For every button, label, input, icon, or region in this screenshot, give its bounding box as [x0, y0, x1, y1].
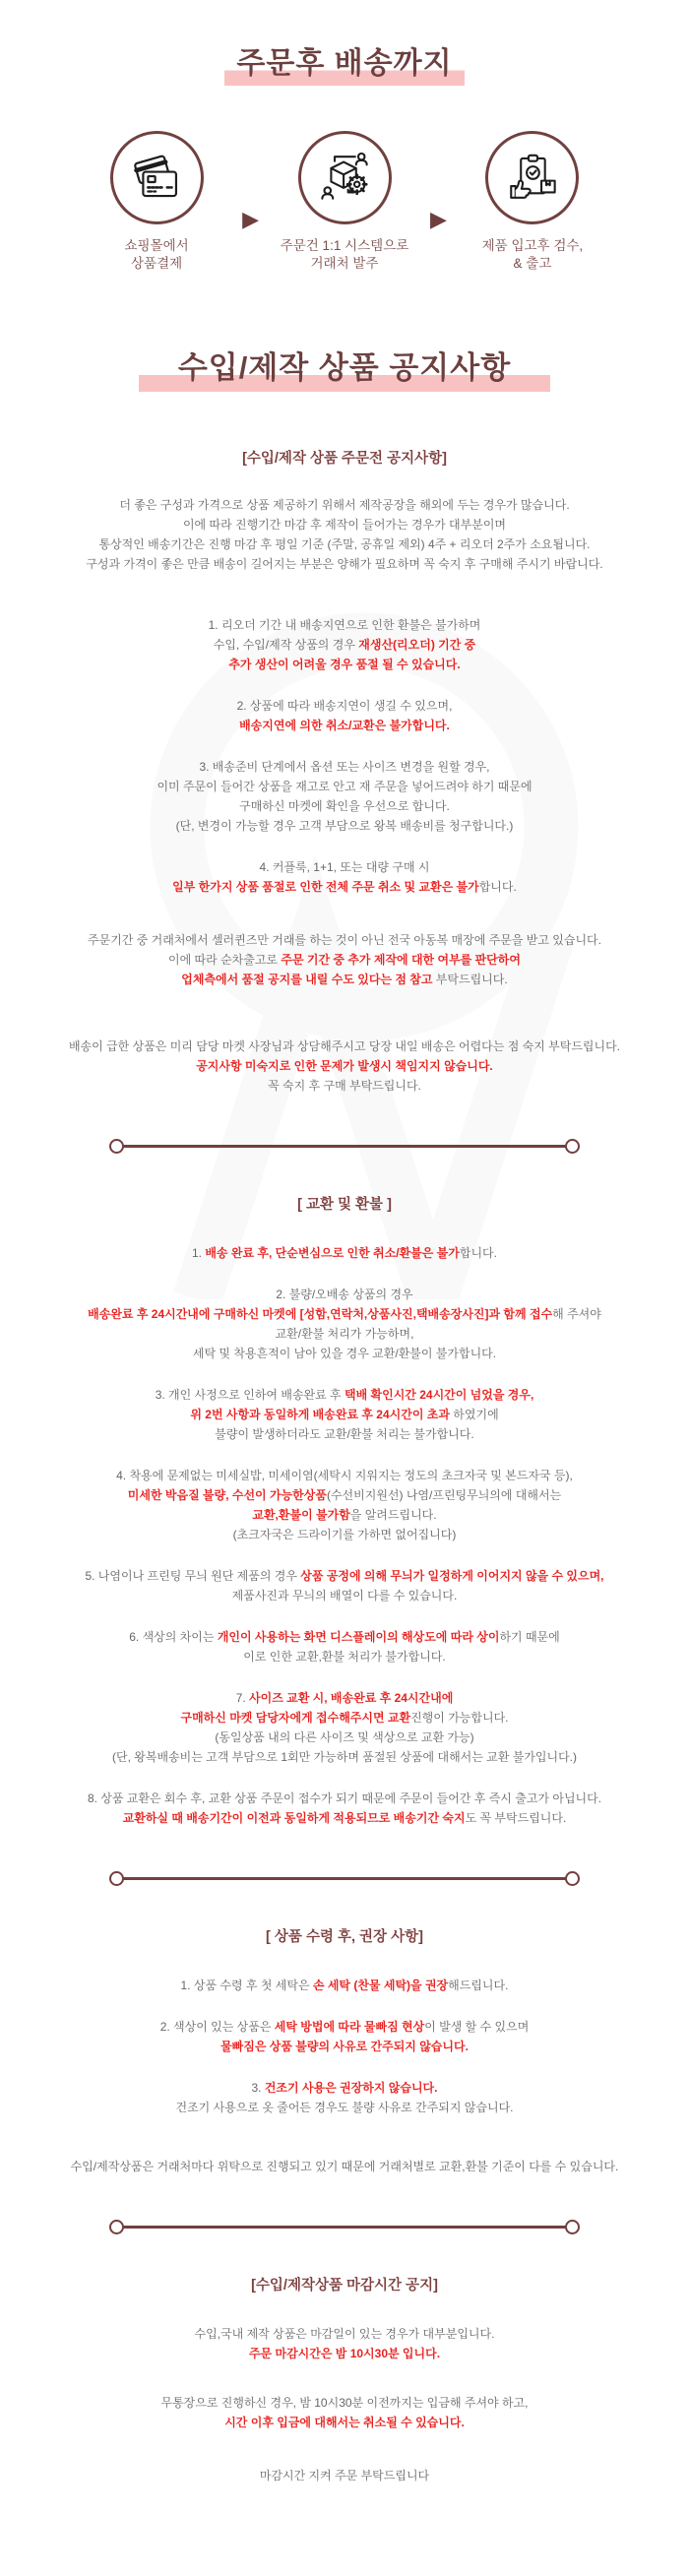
- notice-line: [0, 1647, 689, 1666]
- body-text: (단, 왕복배송비는 고객 부담으로 1회만 가능하며 품절된 상품에 대해서는 교환 불가입니다.): [112, 1749, 577, 1764]
- notice-paragraph: [0, 1466, 689, 1544]
- notice-paragraph: [0, 930, 689, 989]
- body-text: 1. 상품 수령 후 첫 세탁은: [180, 1978, 313, 1992]
- notice-line: [0, 1586, 689, 1605]
- notice-line: [0, 1728, 689, 1747]
- notice-paragraph: [0, 1285, 689, 1363]
- notice-line: [0, 796, 689, 816]
- body-text: 무통장으로 진행하신 경우, 밤 10시30분 이전까지는 입금해 주셔야 하고,: [160, 2395, 529, 2410]
- emphasis-text: 일부 한가지 상품 품절로 인한 전체 주문 취소 및 교환은 불가: [172, 879, 479, 894]
- emphasis-text: 시간 이후 입금에 대해서는 취소될 수 있습니다.: [224, 2415, 465, 2429]
- notice-paragraph: [0, 2466, 689, 2485]
- section-heading: [수입/제작 상품 주문전 공지사항]: [242, 450, 447, 467]
- notice-line: [0, 2466, 689, 2485]
- body-text: 부탁드립니다.: [432, 972, 508, 986]
- emphasis-text: 구매하신 마켓 담당자에게 접수해주시면 교환: [180, 1710, 411, 1725]
- content: [0, 47, 689, 2576]
- notice-paragraph: [0, 615, 689, 674]
- body-text: 수입,국내 제작 상품은 마감일이 있는 경우가 대부분입니다.: [194, 2326, 495, 2341]
- step-payment: [73, 131, 240, 275]
- notice-line: [0, 877, 689, 897]
- notice-line: [0, 777, 689, 796]
- notice-line: [0, 1976, 689, 1995]
- notice-line: [0, 2017, 689, 2037]
- inspect-ship-icon: [504, 149, 561, 206]
- notice-line: [0, 816, 689, 836]
- step-order-system: [261, 131, 428, 275]
- section-heading: [ 상품 수령 후, 권장 사항]: [266, 1928, 423, 1945]
- step-caption-line: 거래처 발주: [310, 256, 379, 272]
- notice-line: [0, 1304, 689, 1324]
- emphasis-text: 미세한 박음질 불량, 수선이 가능한상품: [127, 1487, 327, 1502]
- emphasis-text: 추가 생산이 어려울 경우 품절 될 수 있습니다.: [228, 657, 461, 671]
- notice-paragraph: [0, 1976, 689, 1995]
- notice-paragraph: [0, 2393, 689, 2432]
- emphasis-text: 업체측에서 품절 공지를 내릴 수도 있다는 점 참고: [181, 972, 433, 986]
- notice-line: [0, 1243, 689, 1263]
- body-text: 이에 따라 순차출고로: [168, 952, 282, 967]
- order-system-icon: [316, 149, 373, 206]
- body-text: 통상적인 배송기간은 진행 마감 후 평일 기준 (주말, 공휴일 제외) 4주 + 리오더 2주가 소요됩니다.: [98, 536, 591, 551]
- body-text: 진행이 가능합니다.: [410, 1710, 509, 1725]
- notice-paragraph: [0, 1385, 689, 1444]
- notice-line: [0, 1688, 689, 1708]
- notice-line: [0, 696, 689, 716]
- body-text: 배송이 급한 상품은 미리 담당 마켓 사장님과 상담해주시고 당장 내일 배송은 어렵다는 점 숙지 부탁드립니다.: [68, 1038, 621, 1053]
- notice-line: [0, 2078, 689, 2098]
- emphasis-text: 위 2번 사항과 동일하게 배송완료 후 24시간이 초과: [190, 1407, 450, 1421]
- body-text: 건조기 사용으로 옷 줄어든 경우도 불량 사유로 간주되지 않습니다.: [175, 2100, 514, 2114]
- notice-line: [0, 655, 689, 674]
- emphasis-text: 사이즈 교환 시, 배송완료 후 24시간내에: [249, 1690, 454, 1705]
- emphasis-text: 개인이 사용하는 화면 디스플레이의 해상도에 따라 상이: [217, 1629, 500, 1644]
- divider-ring: [565, 1139, 580, 1154]
- emphasis-text: 건조기 사용은 권장하지 않습니다.: [264, 2080, 438, 2095]
- notice-line: [0, 2344, 689, 2363]
- notice-flow: [0, 447, 689, 2576]
- body-text: 3.: [251, 2080, 265, 2095]
- notice-line: [0, 2413, 689, 2432]
- emphasis-text: 배송 완료 후, 단순변심으로 인한 취소/환불은 불가: [205, 1245, 460, 1260]
- divider-line: [122, 1877, 567, 1880]
- emphasis-text: 주문 기간 중 추가 제작에 대한 여부를 판단하여: [281, 952, 521, 967]
- divider-line: [122, 2226, 567, 2229]
- notice-line: [0, 1485, 689, 1505]
- body-text: 제품사진과 무늬의 배열이 다를 수 있습니다.: [231, 1588, 458, 1602]
- notice-line: [0, 635, 689, 655]
- notice-paragraph: [0, 1688, 689, 1767]
- divider-ring: [565, 1871, 580, 1886]
- notice-line: [0, 1385, 689, 1405]
- emphasis-text: 배송지연에 의한 취소/교환은 불가합니다.: [239, 718, 450, 732]
- section-divider: [109, 2220, 580, 2234]
- notice-paragraph: [0, 1627, 689, 1666]
- notice-line: [0, 1344, 689, 1363]
- step-caption: [124, 237, 188, 275]
- notice-paragraph: [0, 2078, 689, 2117]
- notice-line: [0, 615, 689, 635]
- body-text: 이 발생 할 수 있으며: [424, 2019, 530, 2034]
- notice-paragraph: [0, 2017, 689, 2056]
- notice-line: [0, 1466, 689, 1485]
- notice-paragraph: [0, 1037, 689, 1096]
- section-heading: [수입/제작상품 마감시간 공지]: [251, 2277, 438, 2293]
- emphasis-text: 물빠짐은 상품 불량의 사유로 간주되지 않습니다.: [220, 2039, 469, 2053]
- body-text: 이에 따라 진행기간 마감 후 제작이 들어가는 경우가 대부분이며: [182, 517, 507, 532]
- notice-line: [0, 1627, 689, 1647]
- notice-line: [0, 2324, 689, 2344]
- step-caption-line: & 출고: [513, 256, 552, 272]
- step-circle: [485, 131, 579, 224]
- notice-line: [0, 950, 689, 970]
- body-text: 5. 나염이나 프린팅 무늬 원단 제품의 경우: [85, 1568, 301, 1583]
- notice-title: [0, 350, 689, 392]
- card-payment-icon: [128, 149, 185, 206]
- body-text: 2. 상품에 따라 배송지연이 생길 수 있으며,: [236, 698, 453, 713]
- notice-line: [0, 2393, 689, 2413]
- order-process-steps: [0, 131, 689, 275]
- emphasis-text: 손 세탁 (찬물 세탁)을 권장: [312, 1978, 449, 1992]
- body-text: 4. 착용에 문제없는 미세실밥, 미세이염(세탁시 지워지는 정도의 초크자국 및 본드자국 등),: [116, 1468, 573, 1482]
- body-text: 6. 색상의 차이는: [129, 1629, 218, 1644]
- notice-line: [0, 2037, 689, 2056]
- step-circle: [298, 131, 392, 224]
- body-text: 수입/제작상품은 거래처마다 위탁으로 진행되고 있기 때문에 거래처별로 교환,환불 기준이 다를 수 있습니다.: [70, 2159, 619, 2173]
- emphasis-text: 배송완료 후 24시간내에 구매하신 마켓에 [성함,연락처,상품사진,택배송장사진]과 함께 접수: [88, 1306, 553, 1321]
- body-text: 합니다.: [478, 879, 517, 894]
- notice-line: [0, 930, 689, 950]
- notice-line: [0, 1525, 689, 1544]
- notice-line: [0, 1505, 689, 1525]
- body-text: 1.: [192, 1245, 206, 1260]
- step-inspection: [449, 131, 616, 275]
- notice-line: [0, 1747, 689, 1767]
- arrow-right-icon: ▶: [242, 207, 259, 232]
- body-text: 더 좋은 구성과 가격으로 상품 제공하기 위해서 제작공장을 해외에 두는 경우가 많습니다.: [119, 497, 570, 512]
- notice-line: [0, 2098, 689, 2117]
- notice-paragraph: [0, 1566, 689, 1605]
- body-text: 교환/환불 처리가 가능하며,: [275, 1326, 414, 1341]
- notice-line: [0, 857, 689, 877]
- notice-line: [0, 1056, 689, 1076]
- body-text: 해 주셔야: [552, 1306, 601, 1321]
- notice-line: [0, 757, 689, 777]
- body-text: 하였기에: [449, 1407, 499, 1421]
- emphasis-text: 교환하실 때 배송기간이 이전과 동일하게 적용되므로 배송기간 숙지: [122, 1810, 466, 1825]
- step-caption-line: 상품결제: [130, 256, 183, 272]
- body-text: 4. 커플룩, 1+1, 또는 대량 구매 시: [259, 859, 430, 874]
- notice-paragraph: [0, 495, 689, 574]
- step-caption-line: 주문건 1:1 시스템으로: [280, 237, 409, 253]
- notice-line: [0, 2157, 689, 2176]
- divider-ring: [565, 2220, 580, 2234]
- emphasis-text: 교환,환불이 불가함: [252, 1507, 350, 1522]
- body-text: 2. 불량/오배송 상품의 경우: [276, 1287, 413, 1301]
- emphasis-text: 공지사항 미숙지로 인한 문제가 발생시 책임지지 않습니다.: [196, 1058, 493, 1073]
- body-text: 불량이 발생하더라도 교환/환불 처리는 불가합니다.: [215, 1426, 474, 1441]
- emphasis-text: 주문 마감시간은 밤 10시30분 입니다.: [248, 2346, 441, 2360]
- body-text: 7.: [235, 1690, 250, 1705]
- body-text: 꼭 숙지 후 구매 부탁드립니다.: [268, 1078, 421, 1093]
- divider-line: [122, 1145, 567, 1148]
- body-text: (단, 변경이 가능할 경우 고객 부담으로 왕복 배송비를 청구합니다.): [175, 818, 514, 833]
- body-text: 3. 배송준비 단계에서 옵션 또는 사이즈 변경을 원할 경우,: [199, 759, 490, 774]
- body-text: 해드립니다.: [448, 1978, 509, 1992]
- section-divider: [109, 1139, 580, 1154]
- body-text: 마감시간 지켜 주문 부탁드립니다: [259, 2468, 430, 2482]
- body-text: 8. 상품 교환은 회수 후, 교환 상품 주문이 접수가 되기 때문에 주문이 들어간 후 즉시 출고가 아닙니다.: [87, 1791, 602, 1805]
- notice-paragraph: [0, 696, 689, 735]
- body-text: (초크자국은 드라이기를 가하면 없어집니다): [232, 1527, 457, 1541]
- notice-paragraph: [0, 1243, 689, 1263]
- notice-paragraph: [0, 2324, 689, 2363]
- body-text: (동일상품 내의 다른 사이즈 및 색상으로 교환 가능): [215, 1729, 474, 1744]
- body-text: 을 알려드립니다.: [349, 1507, 437, 1522]
- step-caption-line: 제품 입고후 검수,: [481, 237, 584, 253]
- notice-line: [0, 495, 689, 515]
- main-title-text: 주문후 배송까지: [224, 47, 464, 86]
- main-title: [0, 47, 689, 86]
- notice-paragraph: [0, 1789, 689, 1828]
- section-divider: [109, 1871, 580, 1886]
- notice-paragraph: [0, 2157, 689, 2176]
- notice-line: [0, 1076, 689, 1096]
- body-text: 이로 인한 교환,환불 처리가 불가합니다.: [243, 1649, 446, 1664]
- notice-line: [0, 515, 689, 534]
- notice-line: [0, 1424, 689, 1444]
- emphasis-text: 택배 확인시간 24시간이 넘었을 경우,: [344, 1387, 534, 1402]
- body-text: 주문기간 중 거래처에서 셀러퀸즈만 거래를 하는 것이 아닌 전국 아동복 매장에 주문을 받고 있습니다.: [88, 932, 601, 947]
- body-text: 하기 때문에: [499, 1629, 560, 1644]
- notice-line: [0, 716, 689, 735]
- body-text: 1. 리오더 기간 내 배송지연으로 인한 환불은 불가하며: [208, 617, 481, 632]
- notice-line: [0, 1037, 689, 1056]
- body-text: 이미 주문이 들어간 상품을 재고로 안고 재 주문을 넣어드려야 하기 때문에: [157, 779, 532, 793]
- notice-line: [0, 1808, 689, 1828]
- section-heading: [ 교환 및 환불 ]: [297, 1196, 392, 1213]
- step-circle: [110, 131, 204, 224]
- notice-paragraph: [0, 757, 689, 836]
- notice-line: [0, 534, 689, 554]
- notice-line: [0, 1789, 689, 1808]
- body-text: 3. 개인 사정으로 인하여 배송완료 후: [155, 1387, 344, 1402]
- body-text: 세탁 및 착용흔적이 남아 있을 경우 교환/환불이 불가합니다.: [192, 1346, 497, 1360]
- arrow-right-icon: ▶: [430, 207, 447, 232]
- step-caption: [281, 237, 409, 275]
- step-caption-line: 쇼핑몰에서: [124, 237, 189, 253]
- body-text: 구매하신 마켓에 확인을 우선으로 합니다.: [239, 798, 450, 813]
- body-text: 구성과 가격이 좋은 만큼 배송이 길어지는 부분은 양해가 필요하며 꼭 숙지 후 구매해 주시기 바랍니다.: [86, 556, 603, 571]
- emphasis-text: 상품 공정에 의해 무늬가 일정하게 이어지지 않을 수 있으며,: [300, 1568, 604, 1583]
- notice-line: [0, 1405, 689, 1424]
- body-text: (수선비지원선) 나염/프린팅무늬의에 대해서는: [326, 1487, 562, 1502]
- body-text: 합니다.: [459, 1245, 497, 1260]
- notice-line: [0, 1324, 689, 1344]
- body-text: 2. 색상이 있는 상품은: [159, 2019, 275, 2034]
- notice-paragraph: [0, 857, 689, 897]
- notice-line: [0, 970, 689, 989]
- notice-line: [0, 1566, 689, 1586]
- notice-line: [0, 1285, 689, 1304]
- notice-line: [0, 1708, 689, 1728]
- emphasis-text: 세탁 방법에 따라 물빠짐 현상: [274, 2019, 425, 2034]
- body-text: 수입, 수입/제작 상품의 경우: [213, 637, 359, 652]
- notice-line: [0, 554, 689, 574]
- emphasis-text: 재생산(리오더) 기간 중: [358, 637, 476, 652]
- body-text: 도 꼭 부탁드립니다.: [465, 1810, 567, 1825]
- step-caption: [482, 237, 584, 275]
- notice-title-text: 수입/제작 상품 공지사항: [139, 350, 550, 392]
